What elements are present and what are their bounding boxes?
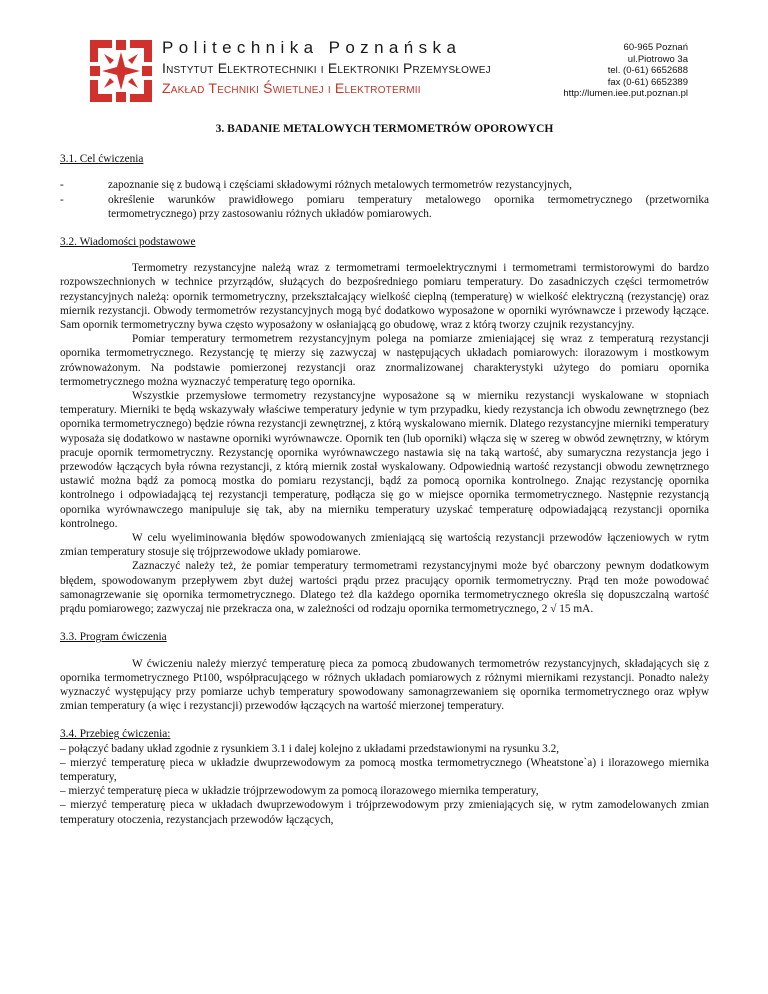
list-item: – mierzyć temperaturę pieca w układach dwuprzewodowym i trójprzewodowym przy zmieniających się, w rytm zamodelowanych zmian temperatury otoczenia, rezystancjach przewodów łączących, bbox=[60, 799, 709, 826]
address-block bbox=[563, 42, 688, 100]
list-item: – mierzyć temperaturę pieca w układzie dwuprzewodowym za pomocą mostka termometrycznego (Wheatstone`a) i ilorazowego miernika temperatury, bbox=[60, 756, 709, 783]
objectives-list bbox=[60, 178, 709, 221]
paragraph: Pomiar temperatury termometrem rezystancyjnym polega na pomiarze zmieniającej się wraz z temperaturą rezystancji opornika termometrycznego. Rezystancję tę mierzy się zazwyczaj w następujących układach pomiarowych: ilorazowym i mostkowym zrównoważonym. Na podstawie pomierzonej rezystancji oraz znormalizowanej charakterystyki użytego do pomiaru opornika termometrycznego można wyznaczyć temperaturę tego opornika. bbox=[60, 333, 709, 388]
paragraph: Wszystkie przemysłowe termometry rezystancyjne wyposażone są w mierniku rezystancji wyskalowane w stopniach temperatury. Mierniki te będą wskazywały właściwe temperatury jedynie w tym przypadku, kiedy rezystancja ich obwodu zewnętrznego (bez opornika termometrycznego) będzie równa rezystancji zewnętrznej, z którą wyskalowano miernik. Dlatego rezystancyjne mierniki temperatury wyposaża się dodatkowo w nastawne oporniki wyrównawcze. Opornik ten (lub oporniki) włącza się w szereg w obwód zewnętrzny, w którym pracuje opornik termometryczny. Rezystancję opornika wyrównawczego nastawia się na taką wartość, aby sumaryczna rezystancja jego i przewodów łączących była równa rezystancji, z którą miernik został wyskalowany. Odpowiednią wartość rezystancji obwodu zewnętrznego ustawić można bądź za pomocą mostka do pomiaru rezystancji, bądź za pomocą opornika kontrolnego. Znając rezystancję opornika kontrolnego i odpowiadającą tej rezystancji temperaturę, podłącza się go w miejsce opornika termometrycznego. Następnie rezystancją opornika wyrównawczego manipuluje się tak, aby na mierniku temperatury uzyskać temperaturę odpowiadającą rezystancji opornika kontrolnego. bbox=[60, 390, 709, 530]
section-heading-3-3: 3.3. Program ćwiczenia bbox=[60, 631, 167, 644]
paragraph: Termometry rezystancyjne należą wraz z termometrami termoelektrycznymi i termometrami termistorowymi do bardzo rozpowszechnionych w technice przyrządów, służących do bezpośredniego pomiaru temperatury. Do zasadniczych części termometrów rezystancyjnych należą: opornik termometryczny, przekształcający wielkość cieplną (temperaturę) w wielkość elektryczną (rezystancję) oraz miernik rezystancji. Obwody termometrów rezystancyjnych mogą być dodatkowo wyposażone w oporniki wyrównawcze i przewody łączące. Sam opornik termometryczny bywa często wyposażony w osłaniającą go obudowę, wraz z którą tworzy czujnik rezystancyjny. bbox=[60, 262, 709, 332]
section-heading-3-1: 3.1. Cel ćwiczenia bbox=[60, 153, 144, 166]
procedure-list bbox=[60, 742, 709, 827]
list-item: - zapoznanie się z budową i częściami składowymi różnych metalowych termometrów rezystancyjnych, bbox=[60, 178, 709, 192]
fax: fax (0-61) 6652389 bbox=[607, 76, 688, 88]
section-heading-3-2: 3.2. Wiadomości podstawowe bbox=[60, 236, 196, 249]
paragraph: W ćwiczeniu należy mierzyć temperaturę pieca za pomocą zbudowanych termometrów rezystancyjnych, składających się z opornika termometrycznego Pt100, współpracującego w różnych układach pomiarowych z różnymi miernikami rezystancji. Ponadto należy wyznaczyć występujący przy pomiarze uchyb temperatury spowodowany samonagrzewaniem się opornika termometrycznego oraz wpływ zmian temperatury (a więc i rezystancji) przewodów łączących na wartość mierzonej temperatury. bbox=[60, 657, 709, 713]
list-item: - określenie warunków prawidłowego pomiaru temperatury metalowego opornika termometrycznego (przetwornika termometrycznego) przy zastosowaniu różnych układów pomiarowych. bbox=[60, 193, 709, 221]
institution-name bbox=[162, 38, 491, 98]
department-name: Zakład Techniki Świetlnej i Elektrotermii bbox=[162, 80, 421, 96]
phone: tel. (0-61) 6652688 bbox=[607, 65, 688, 76]
document-body bbox=[60, 116, 709, 827]
paragraph: Zaznaczyć należy też, że pomiar temperatury termometrami rezystancyjnymi może być obarczony pewnym dodatkowym błędem, spowodowanym przepływem zbyt dużej wartości prądu przez pracujący opornik termometryczny. Prąd ten może powodować samonagrzewanie się opornika termometrycznego. Dlatego też dla każdego opornika termometrycznego określa się dopuszczalną wartość prądu pomiarowego; zazwyczaj nie przekracza ona, w zależności od rodzaju opornika termometrycznego, 2 √ 15 mA. bbox=[60, 560, 709, 616]
paragraph: W celu wyeliminowania błędów spowodowanych zmieniającą się wartością rezystancji przewodów łączeniowych w rytm zmian temperatury stosuje się trójprzewodowe układy pomiarowe. bbox=[60, 532, 709, 559]
street: ul.Piotrowo 3a bbox=[627, 53, 688, 65]
postal-code: 60-965 Poznań bbox=[623, 42, 688, 53]
website-link[interactable]: http://lumen.iee.put.poznan.pl bbox=[563, 88, 688, 99]
page-title: 3. BADANIE METALOWYCH TERMOMETRÓW OPOROWYCH bbox=[215, 123, 554, 135]
university-logo-icon bbox=[90, 40, 152, 102]
letterhead bbox=[90, 38, 688, 104]
section-heading-3-4: 3.4. Przebieg ćwiczenia: bbox=[60, 728, 171, 741]
university-name: Politechnika Poznańska bbox=[162, 38, 462, 57]
list-item: – mierzyć temperaturę pieca w układzie trójprzewodowym za pomocą ilorazowego miernika temperatury, bbox=[60, 785, 539, 798]
institute-name: Instytut Elektrotechniki i Elektroniki Przemysłowej bbox=[162, 60, 491, 76]
list-item: – połączyć badany układ zgodnie z rysunkiem 3.1 i dalej kolejno z układami przedstawionymi na rysunku 3.2, bbox=[60, 742, 560, 755]
